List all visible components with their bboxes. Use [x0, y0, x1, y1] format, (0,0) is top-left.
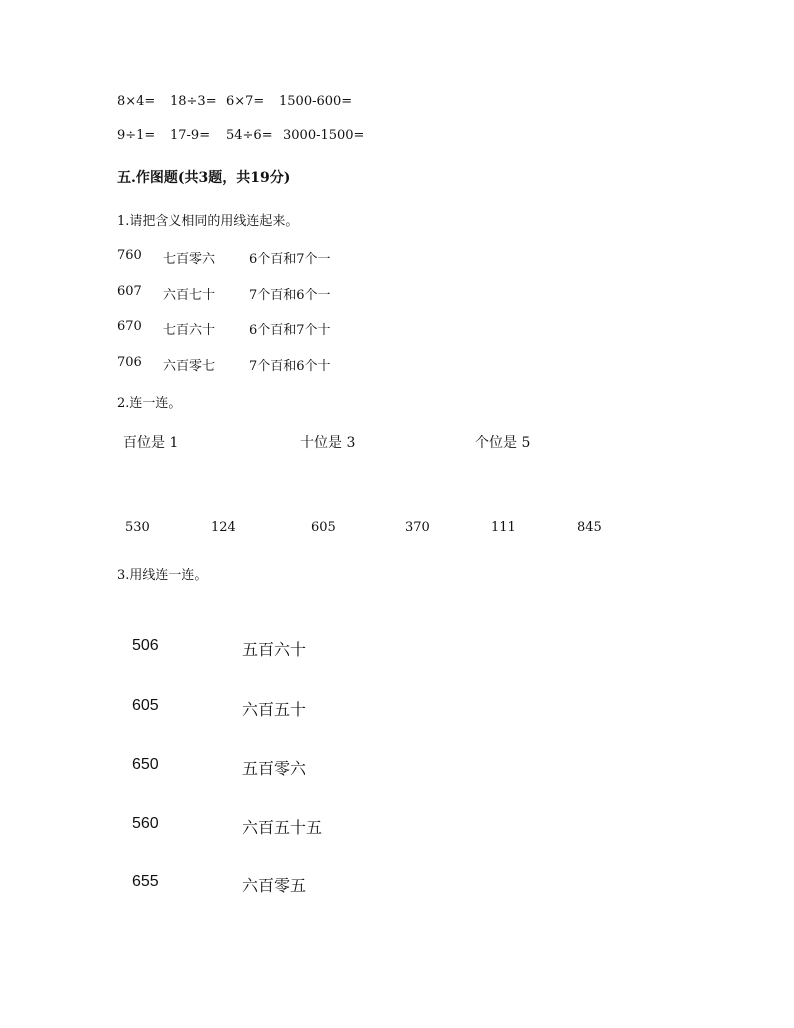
q1-number: 706 — [117, 355, 142, 370]
q1-word: 七百六十 — [163, 323, 216, 338]
q2-prompt: 2.连一连。 — [117, 396, 182, 411]
arith-item: 18÷3= — [170, 94, 217, 109]
arith-item: 3000-1500= — [283, 128, 365, 143]
q2-place-label: 十位是 3 — [300, 435, 356, 451]
q2-number: 845 — [577, 520, 602, 535]
q3-word: 五百零六 — [242, 761, 307, 778]
q2-number: 124 — [211, 520, 236, 535]
q2-number: 370 — [405, 520, 430, 535]
q1-place-desc: 7个百和6个十 — [249, 359, 331, 374]
q1-place-desc: 6个百和7个十 — [249, 323, 331, 338]
q2-number: 111 — [491, 520, 516, 535]
q3-prompt: 3.用线连一连。 — [117, 568, 208, 583]
q1-word: 六百七十 — [163, 288, 216, 303]
q2-place-label: 个位是 5 — [475, 435, 531, 451]
q3-word: 六百零五 — [242, 878, 307, 895]
q3-number: 650 — [132, 756, 159, 773]
arith-item: 54÷6= — [226, 128, 273, 143]
q1-number: 760 — [117, 248, 142, 263]
q3-word: 六百五十 — [242, 702, 307, 719]
q3-number: 560 — [132, 815, 159, 832]
q2-number: 530 — [125, 520, 150, 535]
q3-number: 655 — [132, 873, 159, 890]
arith-item: 8×4= — [117, 94, 156, 109]
q3-word: 五百六十 — [242, 642, 307, 659]
q1-prompt: 1.请把含义相同的用线连起来。 — [117, 214, 299, 229]
q1-place-desc: 7个百和6个一 — [249, 288, 331, 303]
q1-number: 607 — [117, 284, 142, 299]
q3-number: 506 — [132, 637, 159, 654]
q1-word: 六百零七 — [163, 359, 216, 374]
q1-place-desc: 6个百和7个一 — [249, 252, 331, 267]
arith-item: 17-9= — [170, 128, 211, 143]
arith-item: 6×7= — [226, 94, 265, 109]
arith-item: 1500-600= — [279, 94, 353, 109]
q1-word: 七百零六 — [163, 252, 216, 267]
q2-place-label: 百位是 1 — [123, 435, 179, 451]
q2-number: 605 — [311, 520, 336, 535]
section-title: 五.作图题(共3题，共19分) — [117, 170, 291, 186]
q1-number: 670 — [117, 319, 142, 334]
arith-item: 9÷1= — [117, 128, 156, 143]
q3-number: 605 — [132, 697, 159, 714]
q3-word: 六百五十五 — [242, 820, 323, 837]
